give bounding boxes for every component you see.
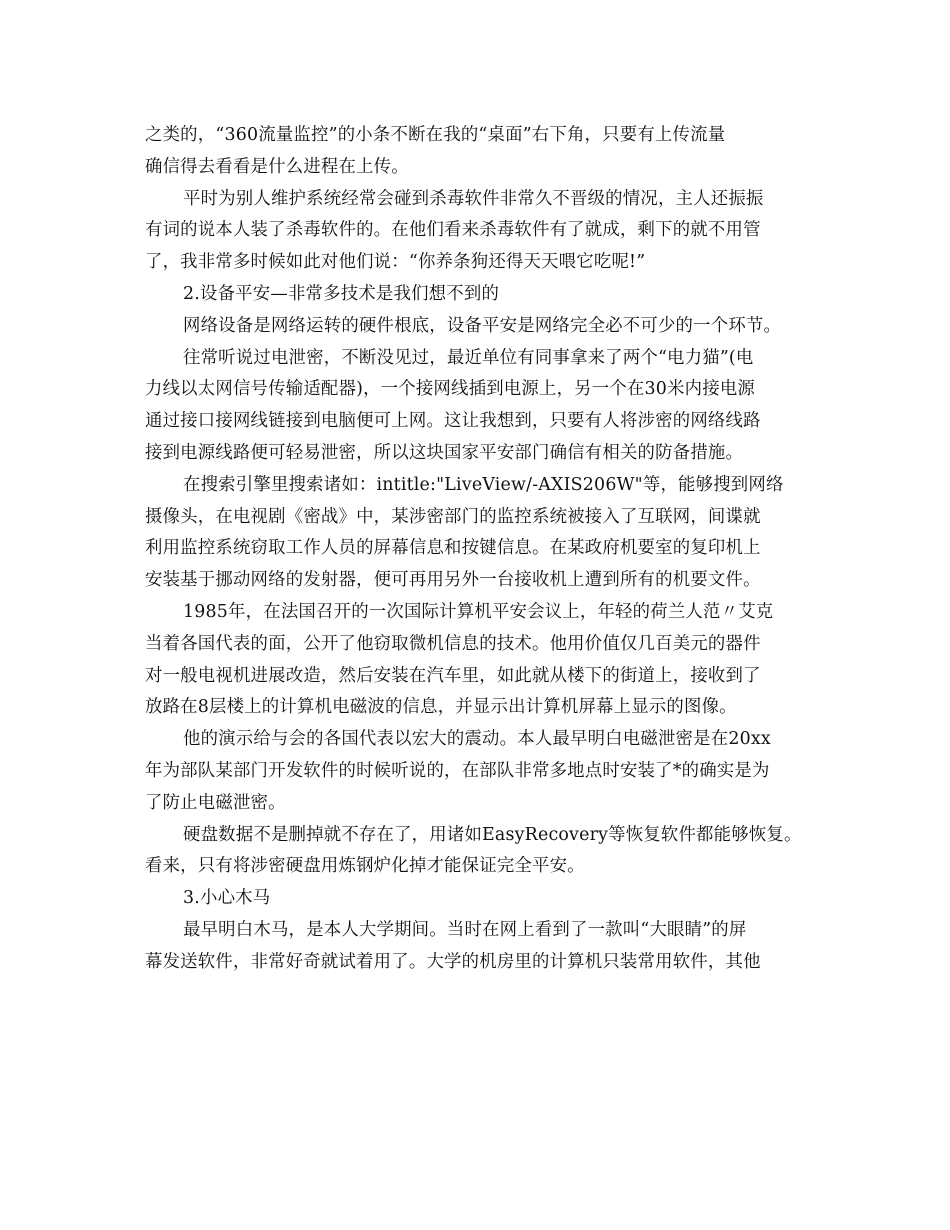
text-line: 他的演示给与会的各国代表以宏大的震动。本人最早明白电磁泄密是在20xx bbox=[183, 729, 771, 750]
text-line: 当着各国代表的面，公开了他窃取微机信息的技术。他用价值仅几百美元的器件 bbox=[145, 633, 761, 654]
text-line: 放路在8层楼上的计算机电磁波的信息，并显示出计算机屏幕上显示的图像。 bbox=[145, 697, 737, 718]
text-line: 平时为别人维护系统经常会碰到杀毒软件非常久不晋级的情况，主人还振振 bbox=[183, 188, 764, 209]
text-line: 年为部队某部门开发软件的时候听说的，在部队非常多地点时安装了*的确实是为 bbox=[145, 760, 770, 781]
text-line: 往常听说过电泄密，不断没见过，最近单位有同事拿来了两个“电力猫”(电 bbox=[183, 347, 754, 368]
text-line: 接到电源线路便可轻易泄密，所以这块国家平安部门确信有相关的防备措施。 bbox=[145, 442, 744, 463]
section-heading: 3.小心木马 bbox=[183, 888, 271, 909]
text-line: 摄像头，在电视剧《密战》中，某涉密部门的监控系统被接入了互联网，间谍就 bbox=[145, 506, 761, 527]
text-line: 幕发送软件，非常好奇就试着用了。大学的机房里的计算机只装常用软件，其他 bbox=[145, 951, 761, 972]
text-line: 硬盘数据不是删掉就不存在了，用诸如EasyRecovery等恢复软件都能够恢复。 bbox=[183, 824, 802, 845]
text-line: 通过接口接网线链接到电脑便可上网。这让我想到，只要有人将涉密的网络线路 bbox=[145, 411, 761, 432]
text-line: 利用监控系统窃取工作人员的屏幕信息和按键信息。在某政府机要室的复印机上 bbox=[145, 538, 761, 559]
text-line: 最早明白木马，是本人大学期间。当时在网上看到了一款叫“大眼睛”的屏 bbox=[183, 919, 747, 940]
text-line: 有词的说本人装了杀毒软件的。在他们看来杀毒软件有了就成，剩下的就不用管 bbox=[145, 220, 761, 241]
document-body bbox=[145, 120, 810, 979]
text-line: 了防止电磁泄密。 bbox=[145, 792, 286, 813]
text-line: 1985年，在法国召开的一次国际计算机平安会议上，年轻的荷兰人范〃艾克 bbox=[183, 601, 774, 622]
text-line: 看来，只有将涉密硬盘用炼钢炉化掉才能保证完全平安。 bbox=[145, 856, 585, 877]
text-line: 了，我非常多时候如此对他们说：“你养条狗还得天天喂它吃呢!” bbox=[145, 252, 646, 273]
text-line: 之类的，“360流量监控”的小条不断在我的“桌面”右下角，只要有上传流量 bbox=[145, 125, 726, 145]
text-line: 对一般电视机进展改造，然后安装在汽车里，如此就从楼下的街道上，接收到了 bbox=[145, 665, 761, 686]
text-line: 网络设备是网络运转的硬件根底，设备平安是网络完全必不可少的一个环节。 bbox=[183, 315, 782, 336]
text-line: 安装基于挪动网络的发射器，便可再用另外一台接收机上遭到所有的机要文件。 bbox=[145, 570, 761, 591]
section-heading: 2.设备平安—非常多技术是我们想不到的 bbox=[183, 283, 500, 304]
text-line: 在搜索引擎里搜索诸如：intitle:"LiveView/-AXIS206W"等，能够搜到网络 bbox=[183, 474, 784, 495]
text-line: 力线以太网信号传输适配器)，一个接网线插到电源上，另一个在30米内接电源 bbox=[145, 379, 756, 400]
text-line: 确信得去看看是什么进程在上传。 bbox=[145, 156, 409, 177]
